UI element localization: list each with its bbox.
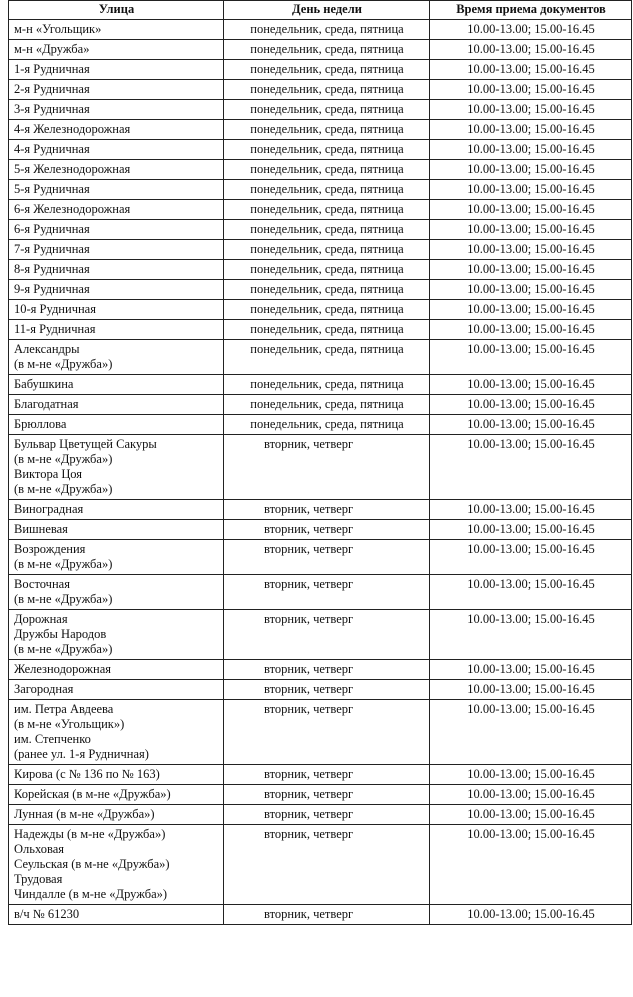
time-cell: 10.00-13.00; 15.00-16.45 (430, 825, 632, 905)
street-name: Возрождения (14, 542, 86, 556)
days-cell: вторник, четверг (224, 825, 430, 905)
days-cell: понедельник, среда, пятница (224, 300, 430, 320)
days-cell: понедельник, среда, пятница (224, 415, 430, 435)
days-cell: понедельник, среда, пятница (224, 100, 430, 120)
street-cell (9, 100, 224, 120)
time-cell: 10.00-13.00; 15.00-16.45 (430, 540, 632, 575)
header-days: День недели (224, 1, 430, 20)
table-row (9, 200, 632, 220)
time-cell: 10.00-13.00; 15.00-16.45 (430, 395, 632, 415)
street-name: 5-я Железнодорожная (14, 162, 131, 176)
street-cell (9, 660, 224, 680)
time-cell: 10.00-13.00; 15.00-16.45 (430, 280, 632, 300)
days-cell: вторник, четверг (224, 680, 430, 700)
street-cell (9, 805, 224, 825)
street-name: Железнодорожная (14, 662, 111, 676)
time-cell: 10.00-13.00; 15.00-16.45 (430, 415, 632, 435)
time-cell: 10.00-13.00; 15.00-16.45 (430, 200, 632, 220)
days-cell: понедельник, среда, пятница (224, 395, 430, 415)
time-cell: 10.00-13.00; 15.00-16.45 (430, 60, 632, 80)
street-name: (в м-не «Дружба») (14, 357, 113, 371)
time-cell: 10.00-13.00; 15.00-16.45 (430, 320, 632, 340)
days-cell: вторник, четверг (224, 905, 430, 925)
street-cell (9, 825, 224, 905)
time-cell: 10.00-13.00; 15.00-16.45 (430, 905, 632, 925)
table-row (9, 80, 632, 100)
street-cell (9, 435, 224, 500)
street-cell (9, 785, 224, 805)
street-cell (9, 415, 224, 435)
street-cell (9, 300, 224, 320)
table-row (9, 785, 632, 805)
time-cell: 10.00-13.00; 15.00-16.45 (430, 520, 632, 540)
days-cell: вторник, четверг (224, 785, 430, 805)
table-row (9, 700, 632, 765)
time-cell: 10.00-13.00; 15.00-16.45 (430, 40, 632, 60)
table-row (9, 260, 632, 280)
time-cell: 10.00-13.00; 15.00-16.45 (430, 765, 632, 785)
days-cell: вторник, четверг (224, 435, 430, 500)
street-name: м-н «Дружба» (14, 42, 90, 56)
table-row (9, 680, 632, 700)
time-cell: 10.00-13.00; 15.00-16.45 (430, 660, 632, 680)
street-cell (9, 120, 224, 140)
street-cell (9, 375, 224, 395)
street-cell (9, 575, 224, 610)
street-name: Кирова (с № 136 по № 163) (14, 767, 160, 781)
street-name: Сеульская (в м-не «Дружба») (14, 857, 170, 871)
table-row (9, 375, 632, 395)
days-cell: вторник, четверг (224, 520, 430, 540)
table-row (9, 280, 632, 300)
street-name: Виктора Цоя (14, 467, 83, 481)
street-cell (9, 140, 224, 160)
table-row (9, 395, 632, 415)
days-cell: понедельник, среда, пятница (224, 260, 430, 280)
street-cell (9, 220, 224, 240)
street-name: м-н «Угольщик» (14, 22, 102, 36)
table-row (9, 520, 632, 540)
time-cell: 10.00-13.00; 15.00-16.45 (430, 805, 632, 825)
street-name: 1-я Рудничная (14, 62, 90, 76)
time-cell: 10.00-13.00; 15.00-16.45 (430, 785, 632, 805)
street-name: им. Петра Авдеева (14, 702, 114, 716)
street-cell (9, 240, 224, 260)
days-cell: вторник, четверг (224, 805, 430, 825)
street-name: Брюллова (14, 417, 67, 431)
street-name: (в м-не «Дружба») (14, 642, 113, 656)
days-cell: понедельник, среда, пятница (224, 60, 430, 80)
street-name: Загородная (14, 682, 74, 696)
days-cell: понедельник, среда, пятница (224, 200, 430, 220)
time-cell: 10.00-13.00; 15.00-16.45 (430, 20, 632, 40)
schedule-table (8, 0, 632, 925)
street-name: Восточная (14, 577, 70, 591)
street-cell (9, 80, 224, 100)
table-row (9, 240, 632, 260)
time-cell: 10.00-13.00; 15.00-16.45 (430, 260, 632, 280)
street-name: Лунная (в м-не «Дружба») (14, 807, 155, 821)
table-row (9, 140, 632, 160)
street-cell (9, 160, 224, 180)
street-name: 11-я Рудничная (14, 322, 96, 336)
time-cell: 10.00-13.00; 15.00-16.45 (430, 80, 632, 100)
days-cell: понедельник, среда, пятница (224, 140, 430, 160)
street-name: 4-я Железнодорожная (14, 122, 131, 136)
time-cell: 10.00-13.00; 15.00-16.45 (430, 140, 632, 160)
street-cell (9, 260, 224, 280)
street-name: Бабушкина (14, 377, 74, 391)
street-name: Надежды (в м-не «Дружба») (14, 827, 166, 841)
street-name: (в м-не «Дружба») (14, 557, 113, 571)
street-name: Дорожная (14, 612, 68, 626)
table-row (9, 500, 632, 520)
street-cell (9, 500, 224, 520)
days-cell: понедельник, среда, пятница (224, 240, 430, 260)
days-cell: понедельник, среда, пятница (224, 340, 430, 375)
time-cell: 10.00-13.00; 15.00-16.45 (430, 340, 632, 375)
table-row (9, 20, 632, 40)
street-name: им. Степченко (14, 732, 91, 746)
street-name: 8-я Рудничная (14, 262, 90, 276)
street-name: 7-я Рудничная (14, 242, 90, 256)
days-cell: понедельник, среда, пятница (224, 40, 430, 60)
table-row (9, 340, 632, 375)
street-name: (в м-не «Дружба») (14, 452, 113, 466)
street-cell (9, 320, 224, 340)
days-cell: понедельник, среда, пятница (224, 280, 430, 300)
street-name: Дружбы Народов (14, 627, 107, 641)
street-cell (9, 700, 224, 765)
street-name: Благодатная (14, 397, 79, 411)
street-cell (9, 905, 224, 925)
street-name: Трудовая (14, 872, 63, 886)
street-cell (9, 60, 224, 80)
table-row (9, 320, 632, 340)
time-cell: 10.00-13.00; 15.00-16.45 (430, 610, 632, 660)
street-name: (в м-не «Угольщик») (14, 717, 125, 731)
days-cell: понедельник, среда, пятница (224, 320, 430, 340)
days-cell: вторник, четверг (224, 765, 430, 785)
time-cell: 10.00-13.00; 15.00-16.45 (430, 575, 632, 610)
table-row (9, 660, 632, 680)
table-row (9, 40, 632, 60)
header-row (9, 1, 632, 20)
table-row (9, 120, 632, 140)
street-name: 3-я Рудничная (14, 102, 90, 116)
street-name: (в м-не «Дружба») (14, 592, 113, 606)
street-cell (9, 610, 224, 660)
table-row (9, 100, 632, 120)
street-name: (ранее ул. 1-я Рудничная) (14, 747, 149, 761)
days-cell: вторник, четверг (224, 540, 430, 575)
table-row (9, 905, 632, 925)
street-cell (9, 280, 224, 300)
header-time: Время приема документов (430, 1, 632, 20)
street-cell (9, 200, 224, 220)
time-cell: 10.00-13.00; 15.00-16.45 (430, 680, 632, 700)
table-row (9, 300, 632, 320)
time-cell: 10.00-13.00; 15.00-16.45 (430, 160, 632, 180)
time-cell: 10.00-13.00; 15.00-16.45 (430, 220, 632, 240)
time-cell: 10.00-13.00; 15.00-16.45 (430, 240, 632, 260)
time-cell: 10.00-13.00; 15.00-16.45 (430, 700, 632, 765)
table-row (9, 765, 632, 785)
days-cell: понедельник, среда, пятница (224, 20, 430, 40)
table-row (9, 575, 632, 610)
table-row (9, 220, 632, 240)
table-row (9, 610, 632, 660)
time-cell: 10.00-13.00; 15.00-16.45 (430, 375, 632, 395)
days-cell: понедельник, среда, пятница (224, 220, 430, 240)
street-name: 5-я Рудничная (14, 182, 90, 196)
street-name: 10-я Рудничная (14, 302, 96, 316)
street-name: (в м-не «Дружба») (14, 482, 113, 496)
time-cell: 10.00-13.00; 15.00-16.45 (430, 180, 632, 200)
street-name: 9-я Рудничная (14, 282, 90, 296)
time-cell: 10.00-13.00; 15.00-16.45 (430, 300, 632, 320)
days-cell: понедельник, среда, пятница (224, 160, 430, 180)
days-cell: вторник, четверг (224, 575, 430, 610)
street-cell (9, 520, 224, 540)
street-name: 4-я Рудничная (14, 142, 90, 156)
days-cell: вторник, четверг (224, 610, 430, 660)
street-cell (9, 20, 224, 40)
street-cell (9, 180, 224, 200)
time-cell: 10.00-13.00; 15.00-16.45 (430, 435, 632, 500)
time-cell: 10.00-13.00; 15.00-16.45 (430, 500, 632, 520)
street-name: Вишневая (14, 522, 68, 536)
days-cell: вторник, четверг (224, 660, 430, 680)
street-cell (9, 395, 224, 415)
street-name: в/ч № 61230 (14, 907, 80, 921)
table-row (9, 805, 632, 825)
table-row (9, 160, 632, 180)
street-cell (9, 540, 224, 575)
street-cell (9, 680, 224, 700)
table-row (9, 415, 632, 435)
days-cell: понедельник, среда, пятница (224, 180, 430, 200)
days-cell: вторник, четверг (224, 700, 430, 765)
table-row (9, 435, 632, 500)
street-name: 6-я Железнодорожная (14, 202, 131, 216)
days-cell: понедельник, среда, пятница (224, 375, 430, 395)
street-cell (9, 40, 224, 60)
header-street: Улица (9, 1, 224, 20)
street-name: Бульвар Цветущей Сакуры (14, 437, 157, 451)
days-cell: вторник, четверг (224, 500, 430, 520)
table-row (9, 60, 632, 80)
table-row (9, 180, 632, 200)
street-name: 2-я Рудничная (14, 82, 90, 96)
table-row (9, 540, 632, 575)
days-cell: понедельник, среда, пятница (224, 80, 430, 100)
street-name: Александры (14, 342, 80, 356)
table-row (9, 825, 632, 905)
street-name: Корейская (в м-не «Дружба») (14, 787, 171, 801)
street-name: 6-я Рудничная (14, 222, 90, 236)
street-cell (9, 765, 224, 785)
time-cell: 10.00-13.00; 15.00-16.45 (430, 120, 632, 140)
table-body (9, 20, 632, 925)
street-cell (9, 340, 224, 375)
street-name: Чиндалле (в м-не «Дружба») (14, 887, 168, 901)
street-name: Ольховая (14, 842, 65, 856)
days-cell: понедельник, среда, пятница (224, 120, 430, 140)
time-cell: 10.00-13.00; 15.00-16.45 (430, 100, 632, 120)
street-name: Виноградная (14, 502, 84, 516)
